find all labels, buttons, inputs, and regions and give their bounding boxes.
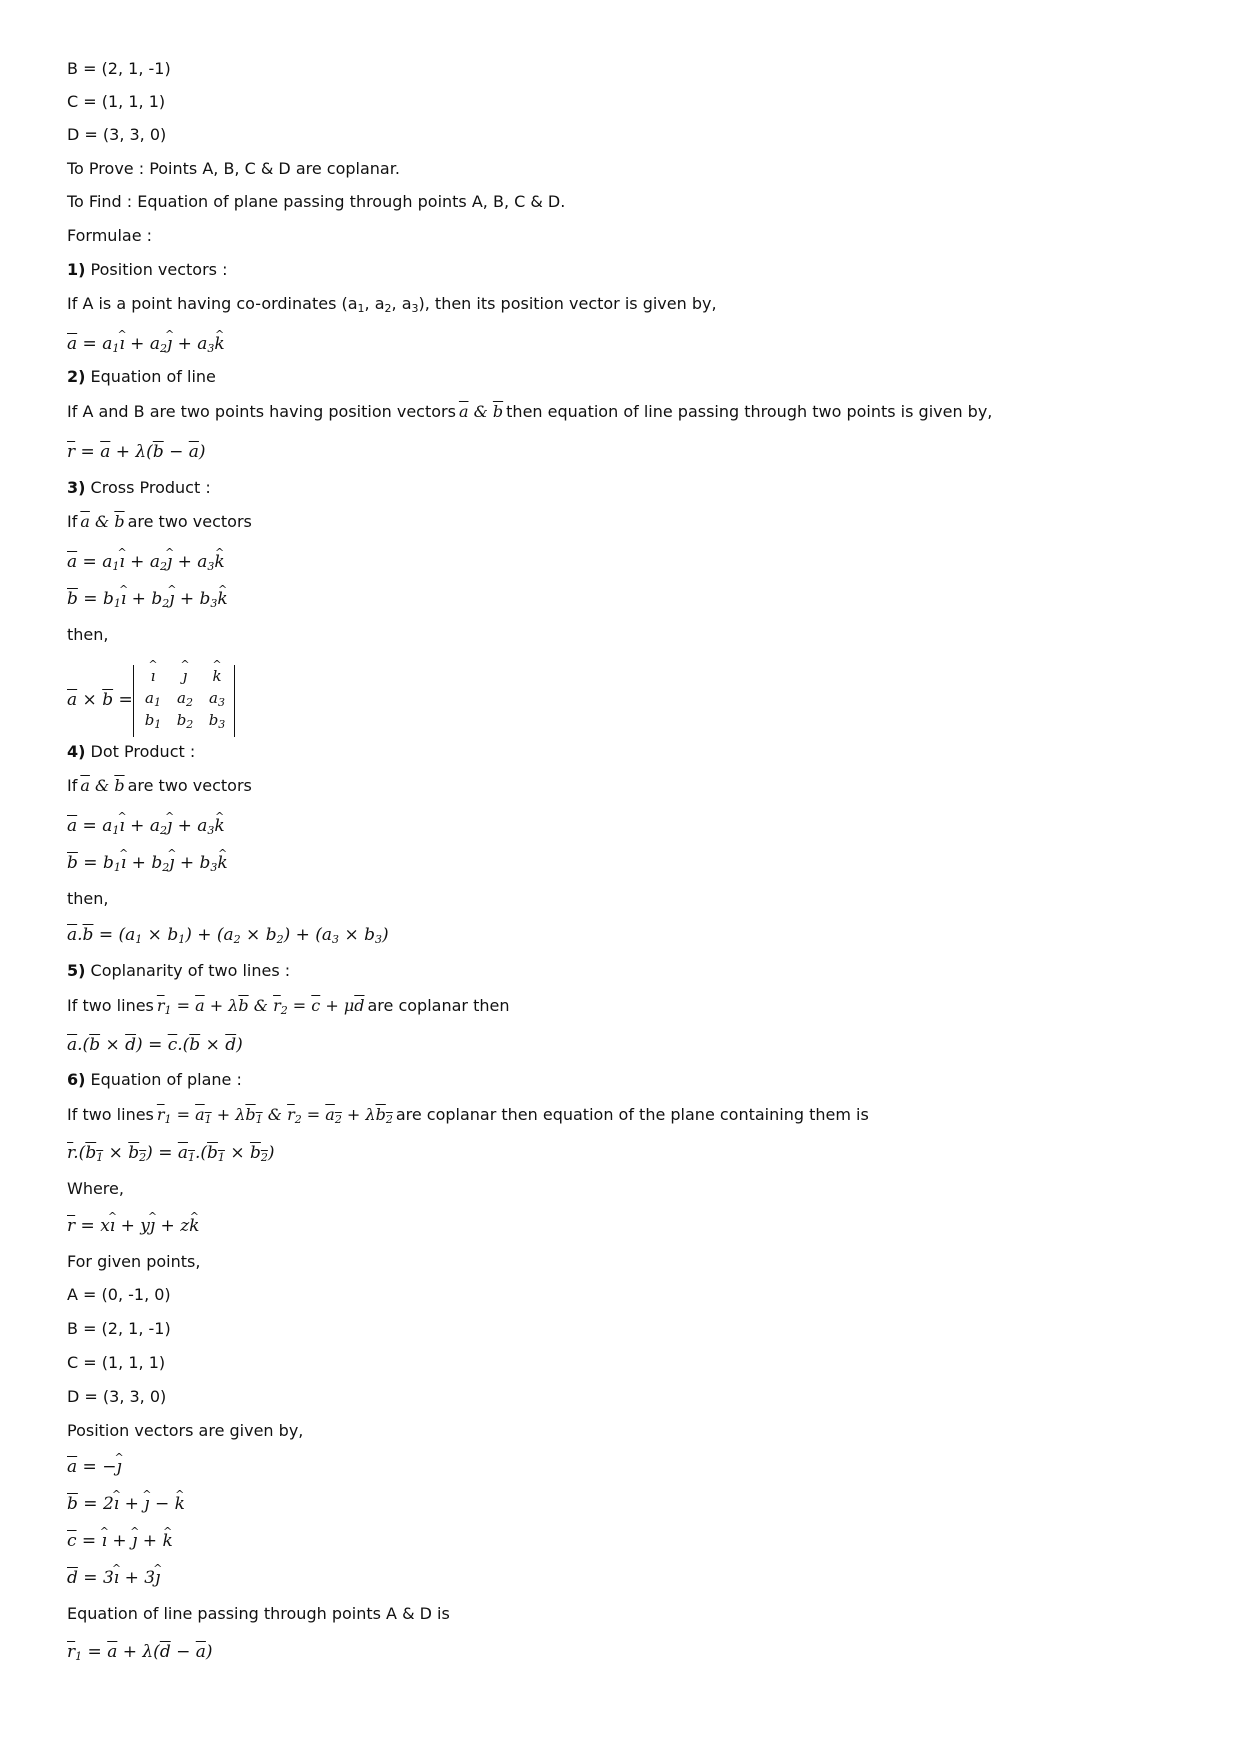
sentence-end: ), then its position vector is given by, <box>418 294 717 313</box>
formula-title: Position vectors : <box>85 260 228 279</box>
position-vectors-label: Position vectors are given by, <box>67 1421 304 1440</box>
formula-5-heading <box>67 960 290 982</box>
plane-equation-formula: $\overline{r}.(b_1 \times b_2) = a_1.(b_1 \times b_2)$ <box>67 1143 275 1164</box>
position-vector-sentence: If A is a point having co-ordinates ($a_1$, $a_2$, $a_3$), then its position vector is given by, <box>67 294 717 315</box>
then-label: then, <box>67 625 109 644</box>
sentence-end: are two vectors <box>127 512 252 531</box>
position-vector-formula: $\overline{a}$ = $a_1ı$ ^ + $a_2ȷ$ ^ + $a_3k$ ^ <box>67 333 225 355</box>
line-ad-formula: $\overline{r}_1 = \overline{a} + \lambda(\overline{d} - \overline{a})$ <box>67 1642 213 1663</box>
to-prove-line: To Prove : Points A, B, C & D are coplanar. <box>67 159 400 178</box>
sentence-end: are coplanar then equation of the plane containing them is <box>395 1105 869 1124</box>
point-b-line: B = (2, 1, -1) <box>67 59 171 78</box>
formula-title: Dot Product : <box>85 742 196 761</box>
dot-vector-a-formula: $\overline{a}$ = $a_1ı$ ^ + $a_2ȷ$ ^ + $a_3k$ ^ <box>67 815 225 837</box>
line-ad-label: Equation of line passing through points A & D is <box>67 1604 450 1623</box>
formula-number: 6) <box>67 1070 86 1089</box>
vector-d-value: $\overline{d}$ = 3ı ^ + 3ȷ ^ <box>67 1567 160 1589</box>
formula-number: 2) <box>67 367 86 386</box>
formulae-heading: Formulae : <box>67 226 153 245</box>
sentence-start: If A is a point having co-ordinates (a <box>67 294 358 313</box>
formula-3-heading <box>67 477 211 499</box>
given-point-b: B = (2, 1, -1) <box>67 1319 171 1338</box>
vector-a-value: $\overline{a}$ = −ȷ ^ <box>67 1456 122 1478</box>
dot-product-formula: $\overline{a}.\overline{b} = (a_1 \times b_1) + (a_2 \times b_2) + (a_3 \times b_3)$ <box>67 925 389 946</box>
sentence-end: are coplanar then <box>367 996 510 1015</box>
for-given-points-label: For given points, <box>67 1252 201 1271</box>
formula-title: Equation of line <box>85 367 216 386</box>
line-equation-formula: $\overline{r} = \overline{a} + \lambda(\overline{b} - \overline{a})$ <box>67 442 206 462</box>
formula-number: 5) <box>67 961 86 980</box>
to-find-line: To Find : Equation of plane passing through points A, B, C & D. <box>67 192 566 211</box>
sentence-start: If <box>67 512 78 531</box>
vector-b-value: $\overline{b}$ = 2ı ^ + ȷ ^ − k ^ <box>67 1493 185 1515</box>
cross-product-sentence: If $\overline{a}$ & $\overline{b}$ are two vectors <box>67 512 252 531</box>
sentence-start: If two lines <box>67 1105 154 1124</box>
plane-sentence: If two lines $\overline{r}_1 = a_1 + \lambda b_1$ & $\overline{r}_2 = a_2 + \lambda b_2$ are coplanar then equation of the plane containing them is <box>67 1105 869 1126</box>
point-d-line: D = (3, 3, 0) <box>67 125 167 144</box>
formula-1-heading <box>67 259 227 281</box>
r-vector-formula: $\overline{r}$ = xı ^ + yȷ ^ + zk ^ <box>67 1215 199 1237</box>
dot-product-sentence: If $\overline{a}$ & $\overline{b}$ are two vectors <box>67 776 252 795</box>
formula-6-heading <box>67 1069 242 1091</box>
formula-number: 4) <box>67 742 86 761</box>
formula-title: Coplanarity of two lines : <box>85 961 291 980</box>
sentence-start: If <box>67 776 78 795</box>
sentence-end: are two vectors <box>127 776 252 795</box>
line-equation-sentence: If A and B are two points having position vectors $\overline{a}$ & $\overline{b}$ then equation of line passing through two points is given by, <box>67 402 993 421</box>
dot-vector-b-formula: $\overline{b}$ = $b_1ı$ ^ + $b_2ȷ$ ^ + $b_3k$ ^ <box>67 852 228 874</box>
where-label: Where, <box>67 1179 124 1198</box>
given-point-d: D = (3, 3, 0) <box>67 1387 167 1406</box>
formula-4-heading <box>67 741 195 763</box>
formula-2-heading <box>67 366 216 388</box>
then-label: then, <box>67 889 109 908</box>
point-c-line: C = (1, 1, 1) <box>67 92 166 111</box>
vector-c-value: $\overline{c}$ = ı ^ + ȷ ^ + k ^ <box>67 1530 173 1552</box>
coplanarity-condition: $\overline{a}.(\overline{b} \times \overline{d}) = \overline{c}.(\overline{b} \times \overline{d})$ <box>67 1035 243 1055</box>
given-point-c: C = (1, 1, 1) <box>67 1353 166 1372</box>
sentence-start: If A and B are two points having position vectors <box>67 402 456 421</box>
vector-a-formula: $\overline{a}$ = $a_1ı$ ^ + $a_2ȷ$ ^ + $a_3k$ ^ <box>67 551 225 573</box>
formula-number: 1) <box>67 260 86 279</box>
sentence-end: then equation of line passing through two points is given by, <box>506 402 993 421</box>
determinant-matrix: ı ^ ȷ ^ k ^ $a_1$ $a_2$ $a_3$ $b_1$ $b_2$ $b_3$ <box>133 665 235 737</box>
given-point-a: A = (0, -1, 0) <box>67 1285 171 1304</box>
sentence-start: If two lines <box>67 996 154 1015</box>
formula-title: Cross Product : <box>85 478 211 497</box>
coplanarity-sentence: If two lines $\overline{r}_1 = \overline{a} + \lambda\overline{b}$ & $\overline{r}_2 = \overline{c} + \mu\overline{d}$ are coplanar then <box>67 996 510 1017</box>
formula-title: Equation of plane : <box>85 1070 242 1089</box>
vector-b-formula: $\overline{b}$ = $b_1ı$ ^ + $b_2ȷ$ ^ + $b_3k$ ^ <box>67 588 228 610</box>
formula-number: 3) <box>67 478 86 497</box>
